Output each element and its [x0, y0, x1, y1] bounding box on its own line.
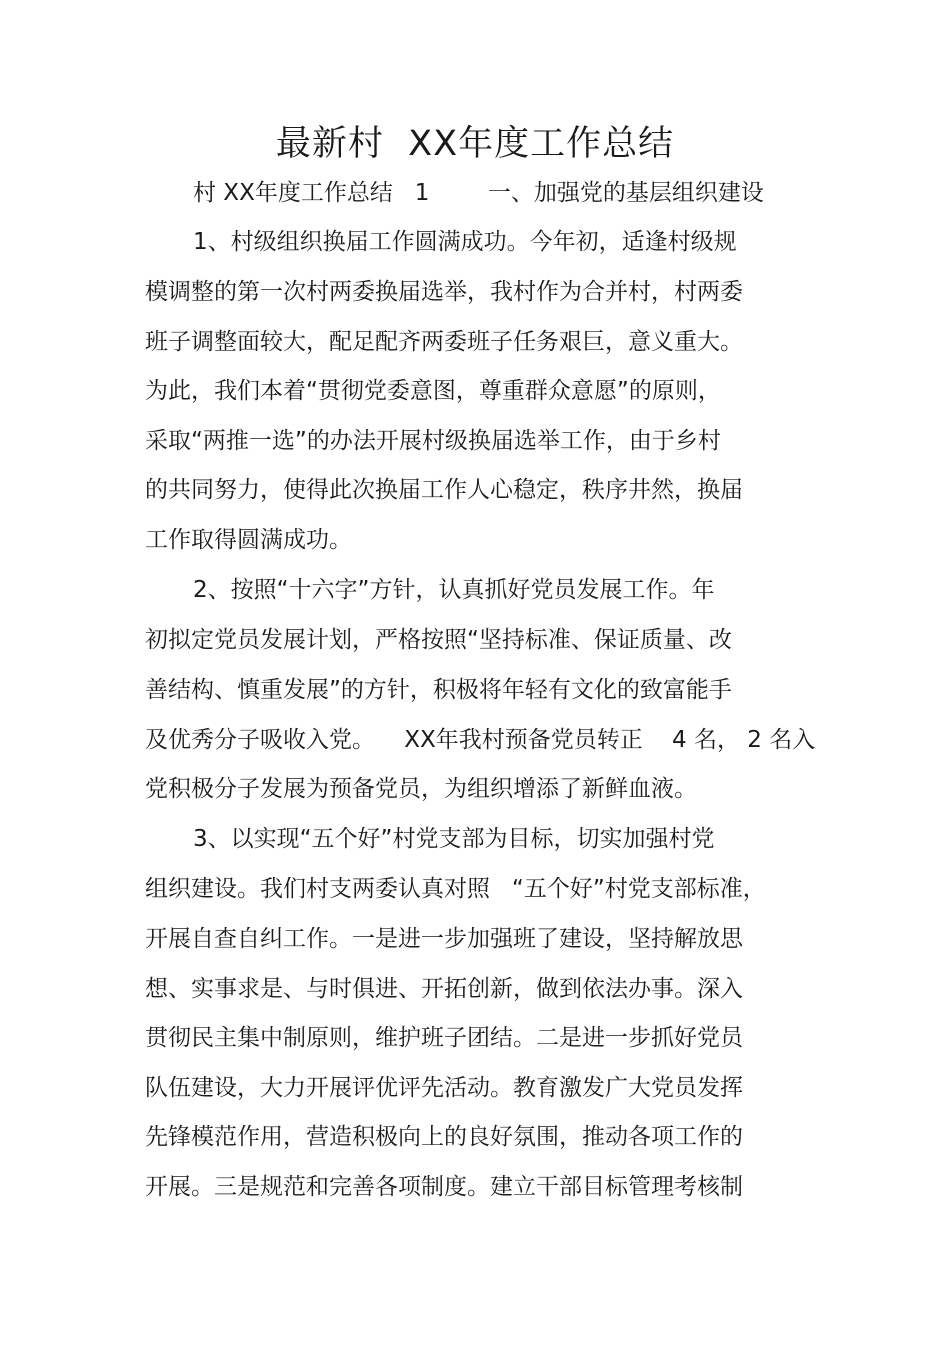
paragraph-line: 想、实事求是、与时俱进、开拓创新，做到依法办事。深入 — [145, 976, 743, 1002]
paragraph-line: 开展自查自纠工作。一是进一步加强班了建设，坚持解放思 — [145, 926, 743, 952]
paragraph-line: 模调整的第一次村两委换届选举，我村作为合并村，村两委 — [145, 279, 743, 305]
paragraph-line: 先锋模范作用，营造积极向上的良好氛围，推动各项工作的 — [145, 1124, 743, 1150]
paragraph-line: 开展。三是规范和完善各项制度。建立干部目标管理考核制 — [145, 1174, 743, 1200]
paragraph-line: 采取“两推一选”的办法开展村级换届选举工作，由于乡村 — [145, 428, 721, 454]
paragraph-line: 善结构、慎重发展”的方针，积极将年轻有文化的致富能手 — [145, 677, 732, 703]
paragraph-line: 班子调整面较大，配足配齐两委班子任务艰巨，意义重大。 — [145, 329, 743, 355]
paragraph-line: 1、村级组织换届工作圆满成功。今年初，适逢村级规 — [193, 229, 737, 255]
paragraph-line: 党积极分子发展为预备党员，为组织增添了新鲜血液。 — [145, 776, 697, 802]
subtitle-line: 村 XX年度工作总结 1 一、加强党的基层组织建设 — [193, 180, 764, 206]
paragraph-line: 工作取得圆满成功。 — [145, 527, 352, 553]
paragraph-line: 组织建设。我们村支两委认真对照 “五个好”村党支部标准， — [145, 876, 766, 902]
paragraph-line: 初拟定党员发展计划，严格按照“坚持标准、保证质量、改 — [145, 627, 732, 653]
paragraph-line: 及优秀分子吸收入党。 XX年我村预备党员转正 4 名， 2 名入 — [145, 727, 816, 753]
paragraph-line: 2、按照“十六字”方针，认真抓好党员发展工作。年 — [193, 577, 715, 603]
paragraph-line: 3、以实现“五个好”村党支部为目标，切实加强村党 — [193, 826, 715, 852]
paragraph-line: 的共同努力，使得此次换届工作人心稳定，秩序井然，换届 — [145, 477, 743, 503]
paragraph-line: 队伍建设，大力开展评优评先活动。教育激发广大党员发挥 — [145, 1075, 743, 1101]
paragraph-line: 为此，我们本着“贯彻党委意图，尊重群众意愿”的原则， — [145, 378, 721, 404]
document-title: 最新村 XX年度工作总结 — [275, 124, 675, 164]
paragraph-line: 贯彻民主集中制原则，维护班子团结。二是进一步抓好党员 — [145, 1025, 743, 1051]
